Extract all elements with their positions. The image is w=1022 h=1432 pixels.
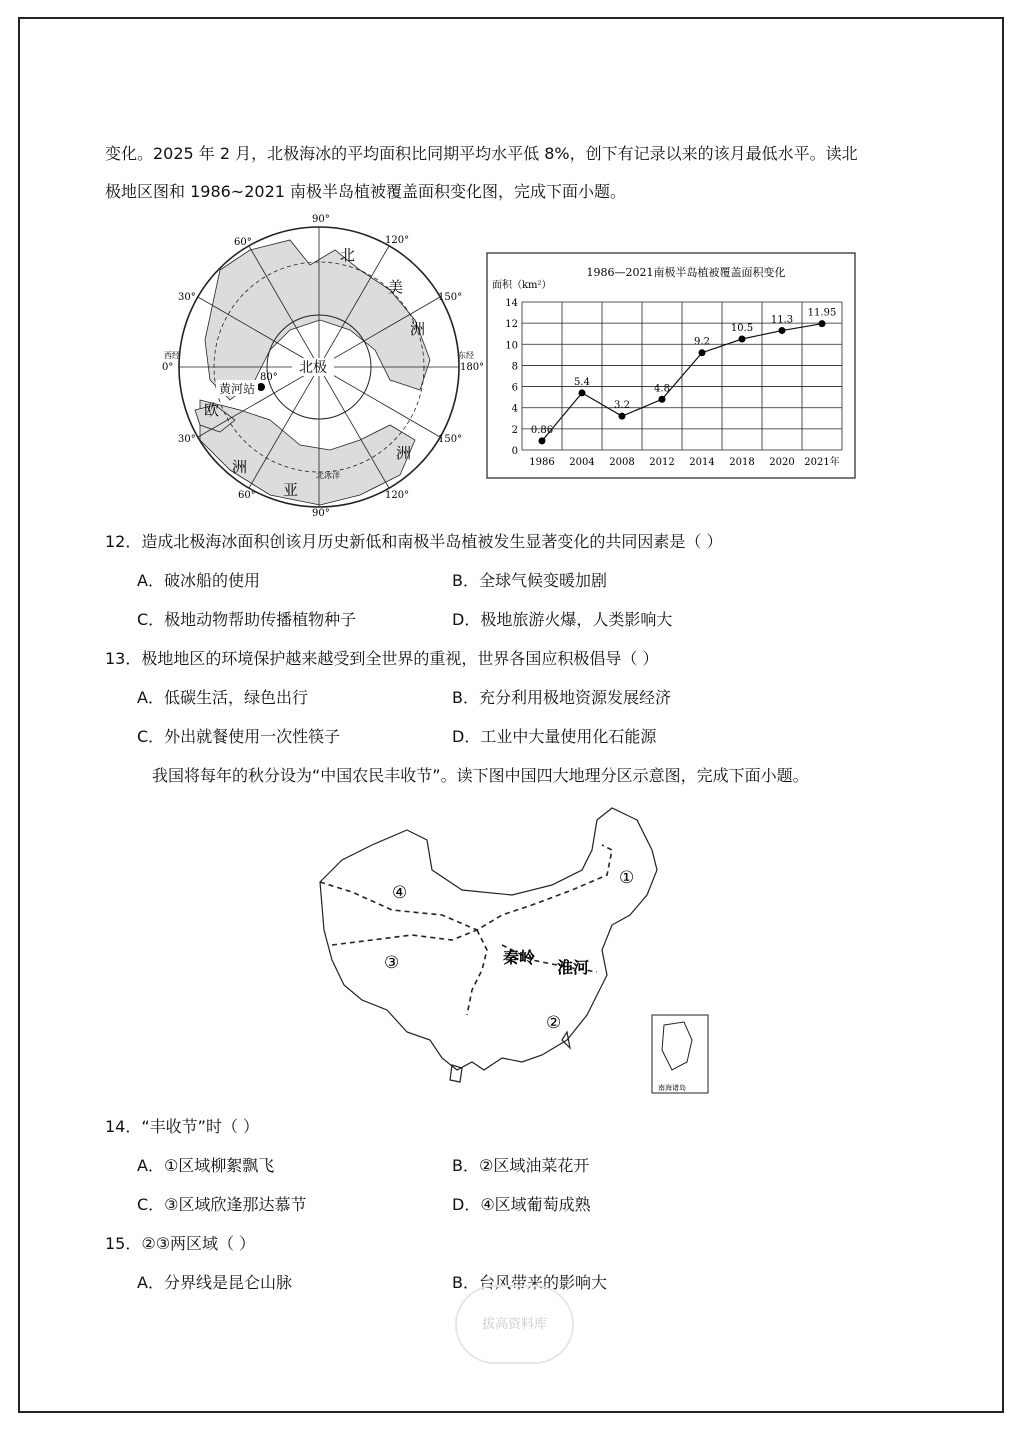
data-point xyxy=(539,437,546,444)
region-4-label: ④ xyxy=(392,883,408,903)
y-tick-label: 6 xyxy=(511,382,518,394)
lon-label: 30° xyxy=(178,434,196,445)
q14-option-a[interactable]: A．①区域柳絮飘飞 xyxy=(137,1156,275,1175)
lon-label: 180° xyxy=(460,362,485,373)
continent-char: 洲 xyxy=(232,458,248,476)
station-label: 黄河站 xyxy=(218,382,256,396)
q12-option-a[interactable]: A．破冰船的使用 xyxy=(137,571,260,590)
data-label: 10.5 xyxy=(730,323,754,334)
continent-char: 洲 xyxy=(410,320,426,338)
lat-80-label: 80° xyxy=(260,372,278,383)
q14-stem: 14．“丰收节”时（ ） xyxy=(105,1117,260,1136)
continent-char: 北 xyxy=(340,246,356,264)
x-tick-label: 1986 xyxy=(529,457,555,468)
data-point xyxy=(779,327,786,334)
x-tick-label: 2008 xyxy=(609,457,635,468)
watermark xyxy=(455,1285,574,1364)
q15-option-b[interactable]: B．台风带来的影响大 xyxy=(452,1273,607,1292)
vegetation-area-chart xyxy=(486,252,856,480)
lon-label: 150° xyxy=(438,434,463,445)
data-point xyxy=(819,320,826,327)
lon-label: 90° xyxy=(312,214,330,225)
arctic-map xyxy=(160,210,485,520)
lon-label: 120° xyxy=(385,490,410,501)
q13-option-b[interactable]: B．充分利用极地资源发展经济 xyxy=(452,688,671,707)
lon-label: 0° xyxy=(162,362,174,373)
continent-char: 洲 xyxy=(396,444,412,462)
data-point xyxy=(699,349,706,356)
x-tick-label: 2014 xyxy=(689,457,715,468)
data-label: 11.3 xyxy=(770,314,794,326)
q13-option-a[interactable]: A．低碳生活，绿色出行 xyxy=(137,688,308,707)
lon-label: 60° xyxy=(238,490,256,501)
continent-char: 美 xyxy=(388,278,404,296)
x-tick-label: 2020 xyxy=(769,457,795,468)
region-3-label: ③ xyxy=(384,953,400,973)
intro-line-2: 极地区图和 1986~2021 南极半岛植被覆盖面积变化图，完成下面小题。 xyxy=(105,182,627,201)
data-label: 4.8 xyxy=(654,383,670,395)
continent-char: 欧 xyxy=(204,401,220,419)
yellow-river-station-dot xyxy=(257,383,265,391)
q13-option-c[interactable]: C．外出就餐使用一次性筷子 xyxy=(137,727,341,746)
q15-stem: 15．②③两区域（ ） xyxy=(105,1234,256,1253)
q13-stem: 13．极地地区的环境保护越来越受到全世界的重视，世界各国应积极倡导（ ） xyxy=(105,649,659,668)
intro-2: 我国将每年的秋分设为“中国农民丰收节”。读下图中国四大地理分区示意图，完成下面小题。 xyxy=(152,766,809,785)
q12-option-c[interactable]: C．极地动物帮助传播植物种子 xyxy=(137,610,357,629)
x-tick-label: 2018 xyxy=(729,457,755,468)
x-tick-label: 2012 xyxy=(649,457,675,468)
q12-option-b[interactable]: B．全球气候变暖加剧 xyxy=(452,571,607,590)
q14-option-b[interactable]: B．②区域油菜花开 xyxy=(452,1156,590,1175)
china-regions-map xyxy=(312,800,722,1100)
watermark-text: 拔高资料库 xyxy=(481,1317,547,1332)
arctic-ocean-small-label: 北冰洋 xyxy=(316,471,340,480)
continent-char: 亚 xyxy=(283,481,299,499)
north-pole-label: 北极 xyxy=(299,360,327,376)
q14-option-d[interactable]: D．④区域葡萄成熟 xyxy=(452,1195,591,1214)
lon-label: 120° xyxy=(385,235,410,246)
x-tick-label: 2004 xyxy=(569,457,595,468)
huaihe-label: 淮河 xyxy=(557,958,590,977)
west-longitude-label: 西经 xyxy=(164,351,180,360)
y-tick-label: 10 xyxy=(505,340,518,352)
lon-label: 90° xyxy=(312,508,330,519)
q12-stem: 12．造成北极海冰面积创该月历史新低和南极半岛植被发生显著变化的共同因素是（ ） xyxy=(105,532,723,551)
y-tick-label: 8 xyxy=(511,361,518,373)
data-point xyxy=(739,336,746,343)
x-tick-label: 2021年 xyxy=(804,457,840,468)
lon-label: 60° xyxy=(234,237,252,248)
q14-option-c[interactable]: C．③区域欣逢那达慕节 xyxy=(137,1195,307,1214)
lon-label: 30° xyxy=(178,292,196,303)
y-tick-label: 4 xyxy=(511,403,518,415)
data-label: 11.95 xyxy=(807,307,837,319)
data-label: 9.2 xyxy=(694,336,710,348)
y-tick-label: 12 xyxy=(505,319,518,331)
data-label: 0.86 xyxy=(530,424,554,436)
chart-title: 1986—2021南极半岛植被覆盖面积变化 xyxy=(586,266,786,279)
inset-label: 南海诸岛 xyxy=(658,1084,686,1092)
y-tick-label: 14 xyxy=(505,298,518,309)
q15-option-a[interactable]: A．分界线是昆仑山脉 xyxy=(137,1273,292,1292)
q12-option-d[interactable]: D．极地旅游火爆，人类影响大 xyxy=(452,610,673,629)
q13-option-d[interactable]: D．工业中大量使用化石能源 xyxy=(452,727,657,746)
chart-ylabel: 面积（km²） xyxy=(492,280,552,291)
region-2-label: ② xyxy=(546,1013,562,1033)
data-label: 3.2 xyxy=(614,400,630,412)
data-point xyxy=(579,389,586,396)
east-longitude-label: 东经 xyxy=(458,351,474,360)
qinling-label: 秦岭 xyxy=(503,948,536,967)
data-point xyxy=(659,396,666,403)
lon-label: 150° xyxy=(438,292,463,303)
intro-line-1: 变化。2025 年 2 月，北极海冰的平均面积比同期平均水平低 8%，创下有记录以来的该月最低水平。读北 xyxy=(105,144,858,163)
data-label: 5.4 xyxy=(574,376,590,388)
data-point xyxy=(619,413,626,420)
y-tick-label: 2 xyxy=(511,424,518,436)
region-1-label: ① xyxy=(619,868,635,888)
y-tick-label: 0 xyxy=(511,446,518,457)
